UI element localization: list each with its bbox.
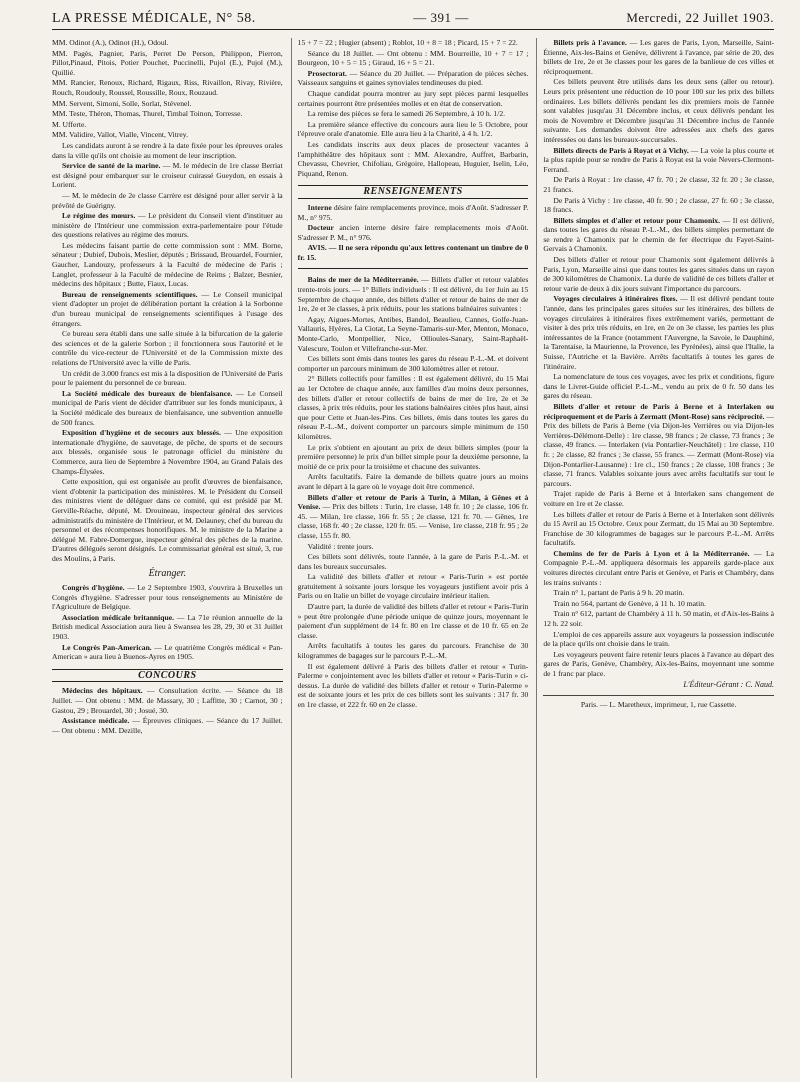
classified-heading: Docteur — [307, 223, 334, 233]
article-exposition — [52, 428, 283, 476]
article-body: — Il est délivré pendant toute l'année, dans les principales gares situées sur les itinéraires, des billets de voyages circulaires à itinéraires fixes extrêmement variés, permettant de visiter à des prix très réduits, en 1re, en 2e on 3e classe, les parties les plus intéressantes de la France (notamment l'Auvergne, la Savoie, le Dauphiné, la Tarentaise, la Maurienne, la Provence, les Pyrénées), ainsi que l'Italie, la Suisse, l'Autriche et la Bavière. Arrêts facultatifs à toutes les gares de l'itinéraire. — [543, 294, 775, 371]
notice-text: AVIS. — Il ne sera répondu qu'aux lettres contenant un timbre de 0 fr. 15. — [297, 243, 529, 262]
article-body: — Le quatrième Congrès médical « Pan-American » aura lieu à Buenos-Ayres en 1905. — [52, 642, 283, 662]
classified-interne — [298, 203, 529, 222]
paragraph: Cette exposition, qui est organisée au profit d'œuvres de bienfaisance, vient d'obtenir la participation des ministères. M. le Président du Conseil des ministres vient de déléguer dans ce comité, qui est présidé par M. Gerville-Réache, député, M. Drouineau, inspecteur général des services administratifs du ministère de l'Intérieur, et M. Delauney, chef du bureau du personnel et des récompenses honorifiques. M. le ministre de la Marine a délégué M. Fabre-Domergue, inspecteur général des pêches de la marine. D'autres délégués seront désignés. Le commissariat général est situé, 3, rue des Moulins, à Paris. — [52, 477, 283, 563]
paragraph: Les candidats inscrits aux deux places de prosecteur vacantes à l'amphithéâtre des hôpitaux sont : MM. Alexandre, Auffret, Barbarin, Chevassu, Chevrier, Chifoliau, Grégoire, Hallopeau, Huguier, Iselin, Léo, Piquand, Renon. — [297, 139, 529, 178]
article-heading: Service de santé de la marine. — [62, 161, 161, 171]
paragraph: Les candidats auront à se rendre à la date fixée pour les épreuves orales dans la ville qu'ils ont choisie au moment de leur inscription. — [52, 140, 283, 160]
article-heading: Bains de mer de la Méditerranée. — [307, 275, 419, 285]
article-heading: Exposition d'hygiène et de secours aux blessés. — [62, 428, 221, 438]
divider — [298, 268, 529, 269]
paragraph: Trajet rapide de Paris à Berne et à Interlaken sans changement de voiture en 1re et 2e classe. — [543, 489, 775, 508]
article-heading: Prosectorat. — [307, 68, 347, 78]
paragraph: — M. le médecin de 2e classe Carrère est désigné pour aller servir à la prévôté de Guérigny. — [52, 190, 283, 210]
article-body: — Une exposition internationale d'hygiène, de sauvetage, de pêche, de sports et de secours aux blessés, organisée sous le patronage officiel du ministère du Commerce, aura lieu de Septembre à Novembre 1904, au Grand Palais des Champs-Élysées. — [52, 428, 283, 476]
paragraph: M. Ufferte. — [52, 119, 87, 129]
article-body: — Le 2 Septembre 1903, s'ouvrira à Bruxelles un Congrès d'hygiène. S'adresser pour tous renseignements au Ministère de l'Agriculture de Belgique. — [52, 583, 283, 612]
article-congres-hygiene — [52, 583, 283, 612]
article-societe-medicale — [52, 389, 283, 427]
article-body: — Il est délivré, dans toutes les gares du réseau P.-L.-M., des billets simples permettant de se rendre à Chamonix par le chemin de fer électrique du Fayet-Saint-Gervais à Chamonix. — [543, 215, 775, 254]
classified-heading: Interne — [307, 202, 332, 212]
paragraph: MM. Servent, Simoni, Solle, Sorlat, Stévenel. — [52, 98, 192, 108]
article-body: — Le Conseil municipal vient d'adopter un projet de délibération portant la création à la Sorbonne d'un bureau municipal de renseignements scientifiques à l'usage des étrangers. — [52, 289, 283, 328]
article-heading: Congrès d'hygiène. — [62, 583, 125, 593]
article-heading: Le régime des mœurs. — [62, 211, 136, 221]
article-congres-pan-american — [52, 643, 283, 662]
paragraph: Train n° 1, partant de Paris à 9 h. 20 matin. — [553, 588, 685, 598]
article-body: — Le Conseil municipal de Paris vient de décider d'attribuer sur les fonds municipaux, à la Société médicale des bureaux de bienfaisance, une subvention annuelle de 500 francs. — [52, 388, 283, 427]
paragraph: Les billets d'aller et retour de Paris à Berne et à Interlaken sont délivrés du 15 Avril au 15 Octobre. Ceux pour Zermatt, du 15 Mai au 30 Septembre. Franchise de 30 kilogrammes de bagages sur le parcours P.-L.-M. Arrêts facultatifs. — [543, 509, 775, 548]
paragraph: Séance du 18 Juillet. — Ont obtenu : MM. Bourreille, 10 + 7 = 17 ; Bourgeon, 10 + 5 = 15 ; Giraud, 16 + 5 = 21. — [297, 48, 529, 68]
article-paris-lyon-mediterranee — [543, 549, 774, 587]
paragraph: La nomenclature de tous ces voyages, avec les prix et conditions, figure dans le Livret-Guide officiel P.-L.-M., vendu au prix de 0 fr. 50 dans les gares du réseau. — [543, 372, 775, 401]
issue-date: Mercredi, 22 Juillet 1903. — [626, 10, 774, 25]
article-heading: Association médicale britannique. — [62, 612, 174, 622]
classified-docteur — [298, 223, 529, 242]
paragraph: Validité : trente jours. — [307, 541, 374, 551]
article-assistance-medicale — [52, 716, 283, 735]
paragraph: Ces billets peuvent être utilisés dans les deux sens (aller ou retour). Leurs prix présentent une réduction de 10 pour 100 sur les prix des billets ordinaires. Les billets délivrés pendant les dix premiers mois de l'année sont valables jusqu'au 31 Décembre inclus, et ceux délivrés pendant les mois de Novembre et Décembre jusqu'au 31 Décembre inclus de l'année suivante. Les demandes doivent être adressées aux chefs des gares intéressées ou dans les bureaux-succursales. — [543, 77, 775, 144]
article-body: — La Compagnie P.-L.-M. appliquera désormais les appareils garde-place aux voitures directes circulant entre Paris et Genève, et Paris et Chambéry, dans les trains suivants : — [543, 548, 775, 587]
article-chamonix — [543, 216, 774, 254]
article-body: — La voie la plus courte et la plus rapide pour se rendre de Paris à Royat est la voie Nevers-Clermont-Ferrand. — [543, 145, 775, 174]
paragraph: Agay, Aigues-Mortes, Antibes, Bandol, Beaulieu, Cannes, Golfe-Juan-Vallauris, Hyères, La Ciotat, La Seyne-Tamaris-sur-Mer, Menton, Monaco, Monte-Carlo, Montpellier, Nice, Ollioules-Sanary, Saint-Raphaël-Valescure, Toulon et Villefranche-sur-Mer. — [297, 314, 529, 353]
article-royat-vichy — [543, 146, 774, 175]
article-heading: Le Congrès Pan-American. — [62, 642, 152, 652]
article-body: — Billets d'aller et retour valables trente-trois jours. — 1° Billets individuels : Il est délivré, du 1er Juin au 15 Septembre de chaque année, des billets d'aller et retour de bains de mer de 1re, 2e et 3e classes, à prix réduits, pour les stations balnéaires suivantes : — [297, 275, 529, 314]
article-body: — Séance du 20 Juillet. — Préparation de pièces sèches. Vaisseaux sanguins et gaines synoviales tendineuses du pied. — [297, 68, 529, 88]
article-body: — Les gares de Paris, Lyon, Marseille, Saint-Étienne, Aix-les-Bains et Genève, délivrent à l'avance, par série de 20, des billets de 1re, 2e et 3e classes pour les gares de la banlieue de ces villes et réciproquement. — [543, 38, 775, 76]
article-berne-interlaken — [543, 402, 774, 488]
article-heading: Billets simples et d'aller et retour pour Chamonix. — [553, 215, 721, 225]
classified-body: ancien interne désire faire remplacements mois d'Août. S'adresser P. M., n° 976. — [297, 223, 529, 242]
paragraph: Le prix s'obtient en ajoutant au prix de deux billets simples (pour la première personne) le prix d'un billet simple pour la deuxième personne, la moitié de ce prix pour la troisième et chacune des suivantes. — [297, 442, 529, 471]
article-body: — Prix des billets de Paris à Berne (via Dijon-les Verrières ou via Dijon-les Verrières-Délémont-Delle) : 1re classe, 98 francs ; 2e classe, 73 francs ; 3e classe, 49 francs. — Interlaken (via Pontarlier-Neuchâtel) : 1re classe, 110 fr. ; 2e classe, 82 francs ; 3e classe, 55 francs. — Zermatt (Mont-Rose) via Dijon-Pontarlier-Lausanne) : 1re cl., 150 francs ; 2e classe, 108 francs ; 3e classe, 71 francs. Valables soixante jours avec arrêts facultatifs sur tout le parcours. — [543, 411, 775, 488]
article-body: — M. le médecin de 1re classe Berriat est désigné pour embarquer sur le croiseur cuirassé Gueydon, en essais à Lorient. — [52, 161, 283, 190]
column-3 — [536, 38, 774, 1078]
article-body: — Consultation écrite. — Séance du 18 Juillet. — Ont obtenu : MM. de Massary, 30 ; Laffitte, 30 ; Carnot, 30 ; Gastou, 29 ; Brouardel, 30 ; Josué, 30. — [52, 686, 283, 715]
paragraph: MM. Pagès, Pagnier, Paris, Perret De Person, Philippon, Pierron, Pillot,Pinaud, Pitois, Potier Pouchet, Puccinelli, Pujol (E.), Pujol (M.), Quillié. — [52, 48, 283, 77]
paragraph: Les voyageurs peuvent faire retenir leurs places à l'avance au départ des gares de Paris, Genève, Chambéry, Aix-les-Bains, moyennant une somme de 1 franc par place. — [543, 649, 775, 678]
article-regime-moeurs — [52, 211, 283, 240]
article-bains-de-mer — [298, 275, 529, 313]
article-bureau-renseignements — [52, 290, 283, 328]
paragraph: Chaque candidat pourra montrer au jury sept pièces parmi lesquelles certaines pourront être présentées molles et en état de conservation. — [297, 88, 529, 108]
article-turin — [298, 493, 529, 541]
paragraph: Ce bureau sera établi dans une salle située à la bifurcation de la galerie des sciences et de la galerie Sorbon ; il fonctionnera sous l'autorité et le contrôle du vice-recteur de l'Université et de la Commission mixte des relations de l'Université avec la ville de Paris. — [52, 329, 283, 367]
section-subheading-etranger: Étranger. — [148, 568, 187, 580]
paragraph: Les médecins faisant partie de cette commission sont : MM. Borne, sénateur ; Dubief, Dubois, Meslier, députés ; Brissaud, Brouardel, Fournier, Gaucher, Landouzy, professeurs à la Faculté de médecine de Paris ; Langlet, professeur à la Faculté de médecine de Reims ; Balzer, Besnier, médecins des hôpitaux ; Butte, Fiaux, Lucas. — [52, 240, 283, 289]
article-heading: Bureau de renseignements scientifiques. — [62, 289, 198, 299]
notice-avis — [298, 243, 529, 262]
article-voyages-circulaires — [543, 294, 774, 371]
paragraph: Arrêts facultatifs à toutes les gares du parcours. Franchise de 30 kilogrammes de bagages sur le parcours P.-L.-M. — [297, 641, 529, 661]
paragraph: Il est également délivré à Paris des billets d'aller et retour « Turin-Palerme » conjointement avec les billets d'aller et retour « Paris-Turin » ci-dessus. La durée de validité des billets d'aller et retour « Turin-Palerme » est de soixante jours et les prix de ces billets sont les suivants : 317 fr. 30 en 1re classe, et 222 fr. 60 en 2e classe. — [297, 661, 529, 709]
paragraph: De Paris à Royat : 1re classe, 47 fr. 70 ; 2e classe, 32 fr. 20 ; 3e classe, 21 francs. — [543, 175, 775, 194]
paragraph: 15 + 7 = 22 ; Hugier (absent) ; Roblot, 10 + 8 = 18 ; Picard, 15 + 7 = 22. — [297, 38, 518, 47]
paragraph: Des billets d'aller et retour pour Chamonix sont également délivrés à Paris, Lyon, Marseille ainsi que dans toutes les gares situées dans un rayon de 300 kilomètres de Chamonix. La durée de validité de ces billets d'aller et retour varie de deux à dix jours suivant l'importance du parcours. — [543, 255, 775, 293]
paragraph: D'autre part, la durée de validité des billets d'aller et retour « Paris-Turin » peut être prolongée d'une période unique de quinze jours, moyennant le paiement d'un supplément de 14 fr. 80 en 1re classe et de 10 fr. 65 en 2e classe. — [297, 602, 529, 640]
section-heading-concours: CONCOURS — [52, 669, 283, 683]
masthead — [52, 10, 774, 30]
article-medecins-hopitaux — [52, 686, 283, 715]
paragraph: Ces billets sont émis dans toutes les gares du réseau P.-L.-M. et doivent comporter un parcours minimum de 300 kilomètres aller et retour. — [297, 354, 529, 373]
paragraph: MM. Teste, Théron, Thomas, Thurel, Timbal Toinon, Torresse. — [52, 109, 243, 119]
page-number: — 391 — — [413, 10, 469, 25]
paragraph: Ces billets sont délivrés, toute l'année, à la gare de Paris P.-L.-M. et dans les bureaux succursales. — [297, 552, 529, 571]
article-sante-marine — [52, 161, 283, 190]
article-heading: Billets directs de Paris à Royat et à Vichy. — [553, 145, 689, 155]
paragraph: Arrêts facultatifs. Faire la demande de billets quatre jours au moins avant le départ à la gare où le voyage doit être commencé. — [297, 472, 529, 491]
printer-imprint: Paris. — L. Maretheux, imprimeur, 1, rue Cassette. — [543, 695, 774, 710]
article-association-britannique — [52, 613, 283, 642]
classified-body: désire faire remplacements province, mois d'Août. S'adresser P. M., n° 975. — [297, 202, 529, 222]
article-heading: Billets d'aller et retour de Paris à Turin, à Milan, à Gênes et à Venise. — [297, 492, 529, 512]
paragraph: 2° Billets collectifs pour familles : Il est également délivré, du 15 Mai au 1er Octobre de chaque année, aux familles d'au moins deux personnes, des billets d'aller et retour collectifs de bains de mer de 1re, 2e et 3e classes, à prix très réduits, pour les stations balnéaires citées plus haut, ainsi que pour Cette et Juan-les-Pins. Ces billets, émis dans toutes les gares du réseau P.-L.-M., doivent comporter un parcours simple minimum de 150 kilomètres. — [297, 374, 529, 441]
paragraph: La première séance effective du concours aura lieu le 5 Octobre, pour l'épreuve orale d'anatomie. Elle aura lieu à la Charité, à 4 h. 1/2. — [297, 119, 529, 139]
section-heading-renseignements: RENSEIGNEMENTS — [298, 185, 529, 199]
paragraph: La validité des billets d'aller et retour « Paris-Turin » est portée gratuitement à soixante jours lorsque les voyageurs justifient avoir pris à Paris ou en Italie un billet de voyage circulaire intérieur italien. — [297, 572, 529, 601]
article-heading: Médecins des hôpitaux. — [62, 686, 143, 696]
paragraph: MM. Rancier, Renoux, Richard, Rigaux, Riss, Rivaillon, Rivay, Rivière, Rouch, Roudouly, Roussel, Roussille, Roux, Rouzaud. — [52, 78, 283, 97]
article-heading: Assistance médicale. — [62, 716, 130, 726]
paragraph: MM. Odinot (A.), Odinot (H.), Odoul. — [52, 38, 169, 47]
paragraph: MM. Validire, Vallot, Vialle, Vincent, Vitrey. — [52, 130, 189, 140]
column-1 — [52, 38, 283, 1078]
article-body: — La 71e réunion annuelle de la British medical Association aura lieu à Swansea les 28, 29, 30 et 31 Juillet 1903. — [52, 612, 283, 642]
paragraph: De Paris à Vichy : 1re classe, 40 fr. 90 ; 2e classe, 27 fr. 60 ; 3e classe, 18 francs. — [543, 195, 775, 215]
article-heading: Billets d'aller et retour de Paris à Berne et à Interlaken ou réciproquement et de Paris à Zermatt (Mont-Rose) sans réciprocité. — [543, 401, 775, 421]
article-billets-avance — [543, 38, 774, 76]
article-body: — Prix des billets : Turin, 1re classe, 148 fr. 10 ; 2e classe, 106 fr. 45. — Milan, 1re classe, 166 fr. 55 ; 2e classe, 121 fr. 70. — Gênes, 1re classe, 168 fr. 40 ; 2e classe, 120 fr. 05. — Venise, 1re classe, 218 fr. 95 ; 2e classe, 155 fr. 80. — [297, 502, 529, 540]
article-body: — Le président du Conseil vient d'instituer au ministère de l'Intérieur une commission extra-parlementaire pour l'étude des questions relatives au régime des mœurs. — [52, 211, 283, 240]
paragraph: Train n° 612, partant de Chambéry à 11 h. 50 matin, et d'Aix-les-Bains à 12 h. 22 soir. — [543, 609, 775, 629]
paragraph: L'emploi de ces appareils assure aux voyageurs la possession indiscutée de la place qu'ils ont choisie dans le train. — [543, 629, 775, 649]
article-heading: Billets pris à l'avance. — [553, 38, 627, 47]
article-body: — Épreuves cliniques. — Séance du 17 Juillet. — Ont obtenu : MM. Dezille, — [52, 716, 283, 735]
paragraph: La remise des pièces se fera le samedi 26 Septembre, à 10 h. 1/2. — [307, 109, 506, 119]
article-heading: Chemins de fer de Paris à Lyon et à la Méditerranée. — [553, 548, 750, 558]
paragraph: Train no 564, partant de Genève, à 11 h. 10 matin. — [553, 598, 706, 608]
paragraph: Un crédit de 3.000 francs est mis à la disposition de l'Université de Paris pour le paiement du personnel de ce bureau. — [52, 368, 283, 388]
editor-signature: L'Éditeur-Gérant : C. Naud. — [683, 679, 775, 689]
column-2 — [291, 38, 529, 1078]
article-heading: La Société médicale des bureaux de bienfaisance. — [62, 388, 233, 398]
article-heading: Voyages circulaires à itinéraires fixes. — [553, 294, 678, 304]
journal-title: LA PRESSE MÉDICALE, N° 58. — [52, 11, 256, 26]
article-prosectorat — [298, 69, 529, 88]
